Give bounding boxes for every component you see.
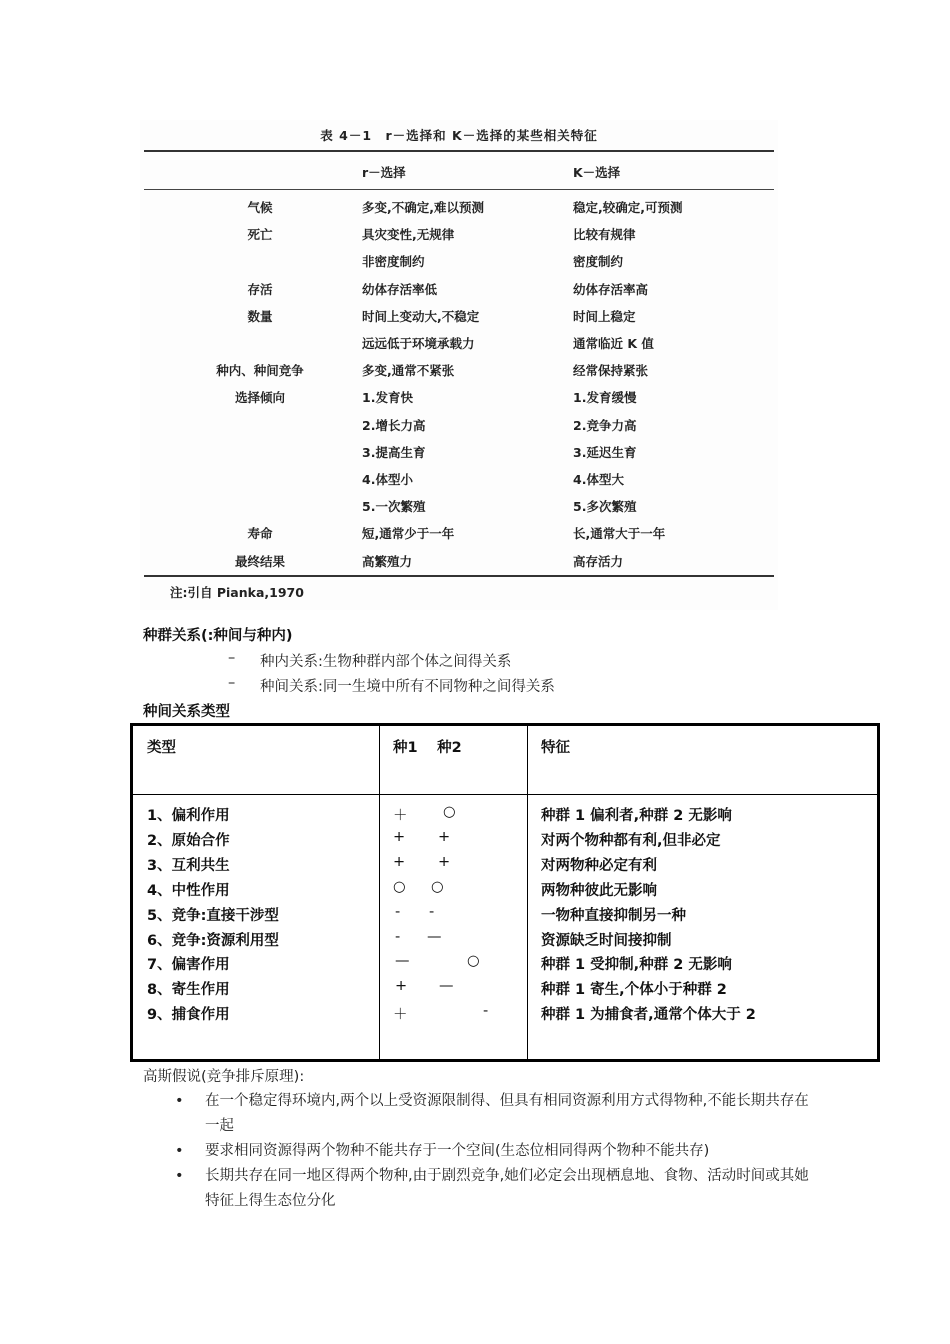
header-k-selection: K－选择	[573, 165, 621, 180]
table-row	[133, 904, 877, 929]
r-selection-cell: 1.发育快	[362, 390, 413, 406]
k-selection-cell: 幼体存活率高	[573, 281, 649, 297]
bullet-text: 要求相同资源得两个物种不能共存于一个空间(生态位相同得两个物种不能共存)	[205, 1143, 710, 1159]
header-r-selection: r－选择	[362, 165, 406, 180]
k-selection-cell: 密度制约	[573, 254, 624, 270]
dash-marker: –	[228, 650, 236, 666]
relation-type: 6、竞争:资源利用型	[147, 932, 279, 949]
intraspecific-text: 种内关系:生物种群内部个体之间得关系	[260, 654, 512, 670]
relation-type: 4、中性作用	[147, 882, 230, 899]
relation-feature: 一物种直接抑制另一种	[541, 907, 686, 924]
r-selection-cell: 多变,通常不紧张	[362, 363, 455, 379]
species1-effect: -	[395, 903, 401, 920]
interspecies-heading: 种间关系类型	[143, 704, 230, 720]
header-species: 种1 种2	[393, 740, 462, 756]
species2-effect: +	[438, 853, 451, 870]
table-row	[140, 361, 778, 388]
r-selection-cell: 5.一次繁殖	[362, 499, 426, 515]
k-selection-cell: 长,通常大于一年	[573, 526, 666, 542]
k-selection-cell: 4.体型大	[573, 472, 624, 487]
k-selection-cell: 通常临近 K 值	[573, 336, 654, 351]
relation-type: 7、偏害作用	[147, 957, 230, 974]
list-item	[228, 650, 728, 672]
list-item	[175, 1164, 815, 1214]
k-selection-cell: 稳定,较确定,可预测	[573, 200, 683, 215]
relation-type: 3、互利共生	[147, 857, 230, 874]
table-row	[140, 225, 778, 252]
species2-effect: -	[483, 1003, 489, 1020]
relation-feature: 资源缺乏时间接抑制	[541, 932, 672, 949]
row-label: 最终结果	[234, 553, 285, 569]
k-selection-cell: 时间上稳定	[573, 308, 636, 324]
r-selection-cell: 4.体型小	[362, 472, 413, 487]
table-row	[140, 524, 778, 551]
bullet-marker: •	[175, 1093, 184, 1109]
list-item	[175, 1089, 815, 1139]
interspecies-table	[130, 723, 880, 1062]
table-row	[140, 198, 778, 225]
table-row	[133, 829, 877, 854]
k-selection-cell: 1.发育缓慢	[573, 390, 637, 406]
table-row	[133, 879, 877, 904]
species1-effect: ＋	[393, 808, 408, 824]
relation-type: 2、原始合作	[147, 832, 230, 849]
table-row	[140, 280, 778, 307]
table-row	[140, 416, 778, 443]
row-label: 选择倾向	[234, 390, 285, 406]
r-selection-cell: 多变,不确定,难以预测	[362, 200, 484, 215]
relation-feature: 两物种彼此无影响	[541, 882, 657, 899]
relation-feature: 对两物种必定有利	[541, 857, 657, 874]
list-item	[175, 1139, 815, 1164]
bullet-text: 长期共存在同一地区得两个物种,由于剧烈竞争,她们必定会出现栖息地、食物、活动时间或其她特征上得生态位分化	[205, 1168, 809, 1209]
species2-effect: +	[438, 828, 451, 845]
row-label: 存活	[247, 281, 273, 297]
relation-feature: 种群 1 偏利者,种群 2 无影响	[541, 808, 732, 824]
species2-effect: -	[429, 903, 435, 920]
relation-type: 5、竞争:直接干涉型	[147, 907, 279, 924]
table-row	[133, 854, 877, 879]
table-row	[140, 388, 778, 415]
header-divider	[133, 794, 877, 795]
row-label: 气候	[247, 200, 273, 215]
r-selection-cell: 非密度制约	[362, 254, 425, 270]
species1-effect: +	[393, 853, 406, 870]
r-selection-cell: 具灾变性,无规律	[362, 227, 455, 243]
k-selection-cell: 经常保持紧张	[573, 363, 649, 379]
relation-type: 9、捕食作用	[147, 1007, 230, 1024]
bullet-marker: •	[175, 1143, 184, 1159]
k-selection-cell: 3.延迟生育	[573, 444, 637, 460]
scanned-table-title: 表 4－1 r－选择和 K－选择的某些相关特征	[320, 128, 598, 143]
relation-feature: 种群 1 受抑制,种群 2 无影响	[541, 957, 732, 974]
table-row	[140, 334, 778, 361]
k-selection-cell: 高存活力	[573, 553, 624, 569]
species1-effect: +	[395, 978, 408, 995]
relation-type: 8、寄生作用	[147, 982, 230, 999]
table-row	[133, 1003, 877, 1028]
table-source-note: 注:引自 Pianka,1970	[170, 585, 304, 600]
r-selection-cell: 短,通常少于一年	[362, 526, 455, 542]
header-rule	[144, 189, 774, 190]
r-selection-cell: 幼体存活率低	[362, 281, 438, 297]
row-label: 数量	[247, 308, 273, 324]
table-row	[133, 929, 877, 954]
species2-effect: —	[439, 978, 454, 995]
table-row	[140, 443, 778, 470]
table-top-rule	[144, 150, 774, 152]
species2-effect: ○	[467, 953, 480, 970]
species2-effect: ○	[443, 804, 456, 820]
k-selection-cell: 2.竞争力高	[573, 417, 637, 433]
k-selection-cell: 比较有规律	[573, 227, 636, 243]
r-selection-cell: 时间上变动大,不稳定	[362, 308, 480, 324]
dash-marker: –	[228, 675, 236, 691]
species1-effect: ○	[393, 878, 406, 895]
header-type: 类型	[147, 740, 176, 756]
population-relations-heading: 种群关系(:种间与种内)	[143, 628, 293, 644]
scanned-table-r-k-selection	[140, 120, 778, 610]
row-label: 死亡	[247, 227, 273, 243]
r-selection-cell: 高繁殖力	[362, 553, 413, 569]
relation-type: 1、偏利作用	[147, 808, 230, 824]
table-row	[140, 470, 778, 497]
table-row	[140, 307, 778, 334]
row-label: 种内、种间竞争	[216, 363, 304, 379]
table-row	[133, 978, 877, 1003]
species1-effect: —	[395, 953, 410, 970]
bullet-marker: •	[175, 1168, 184, 1184]
table-row	[133, 804, 877, 829]
species1-effect: -	[395, 928, 401, 945]
interspecific-text: 种间关系:同一生境中所有不同物种之间得关系	[260, 679, 555, 695]
bullet-text: 在一个稳定得环境内,两个以上受资源限制得、但具有相同资源利用方式得物种,不能长期共存在一起	[205, 1093, 809, 1134]
table-row	[140, 497, 778, 524]
species2-effect: ○	[431, 878, 444, 895]
species1-effect: ＋	[393, 1007, 408, 1024]
table-row	[133, 953, 877, 978]
row-label: 寿命	[247, 526, 273, 542]
table-row	[140, 252, 778, 279]
r-selection-cell: 远远低于环境承载力	[362, 336, 475, 351]
species2-effect: —	[427, 928, 442, 945]
list-item	[228, 675, 728, 697]
header-feature: 特征	[541, 740, 570, 756]
table-bottom-rule	[144, 575, 774, 577]
relation-feature: 种群 1 为捕食者,通常个体大于 2	[541, 1007, 756, 1024]
k-selection-cell: 5.多次繁殖	[573, 499, 637, 515]
species1-effect: +	[393, 828, 406, 845]
gause-heading: 高斯假说(竞争排斥原理):	[143, 1069, 305, 1085]
r-selection-cell: 3.提高生育	[362, 444, 426, 460]
relation-feature: 对两个物种都有利,但非必定	[541, 832, 721, 849]
relation-feature: 种群 1 寄生,个体小于种群 2	[541, 982, 727, 999]
r-selection-cell: 2.增长力高	[362, 417, 426, 433]
